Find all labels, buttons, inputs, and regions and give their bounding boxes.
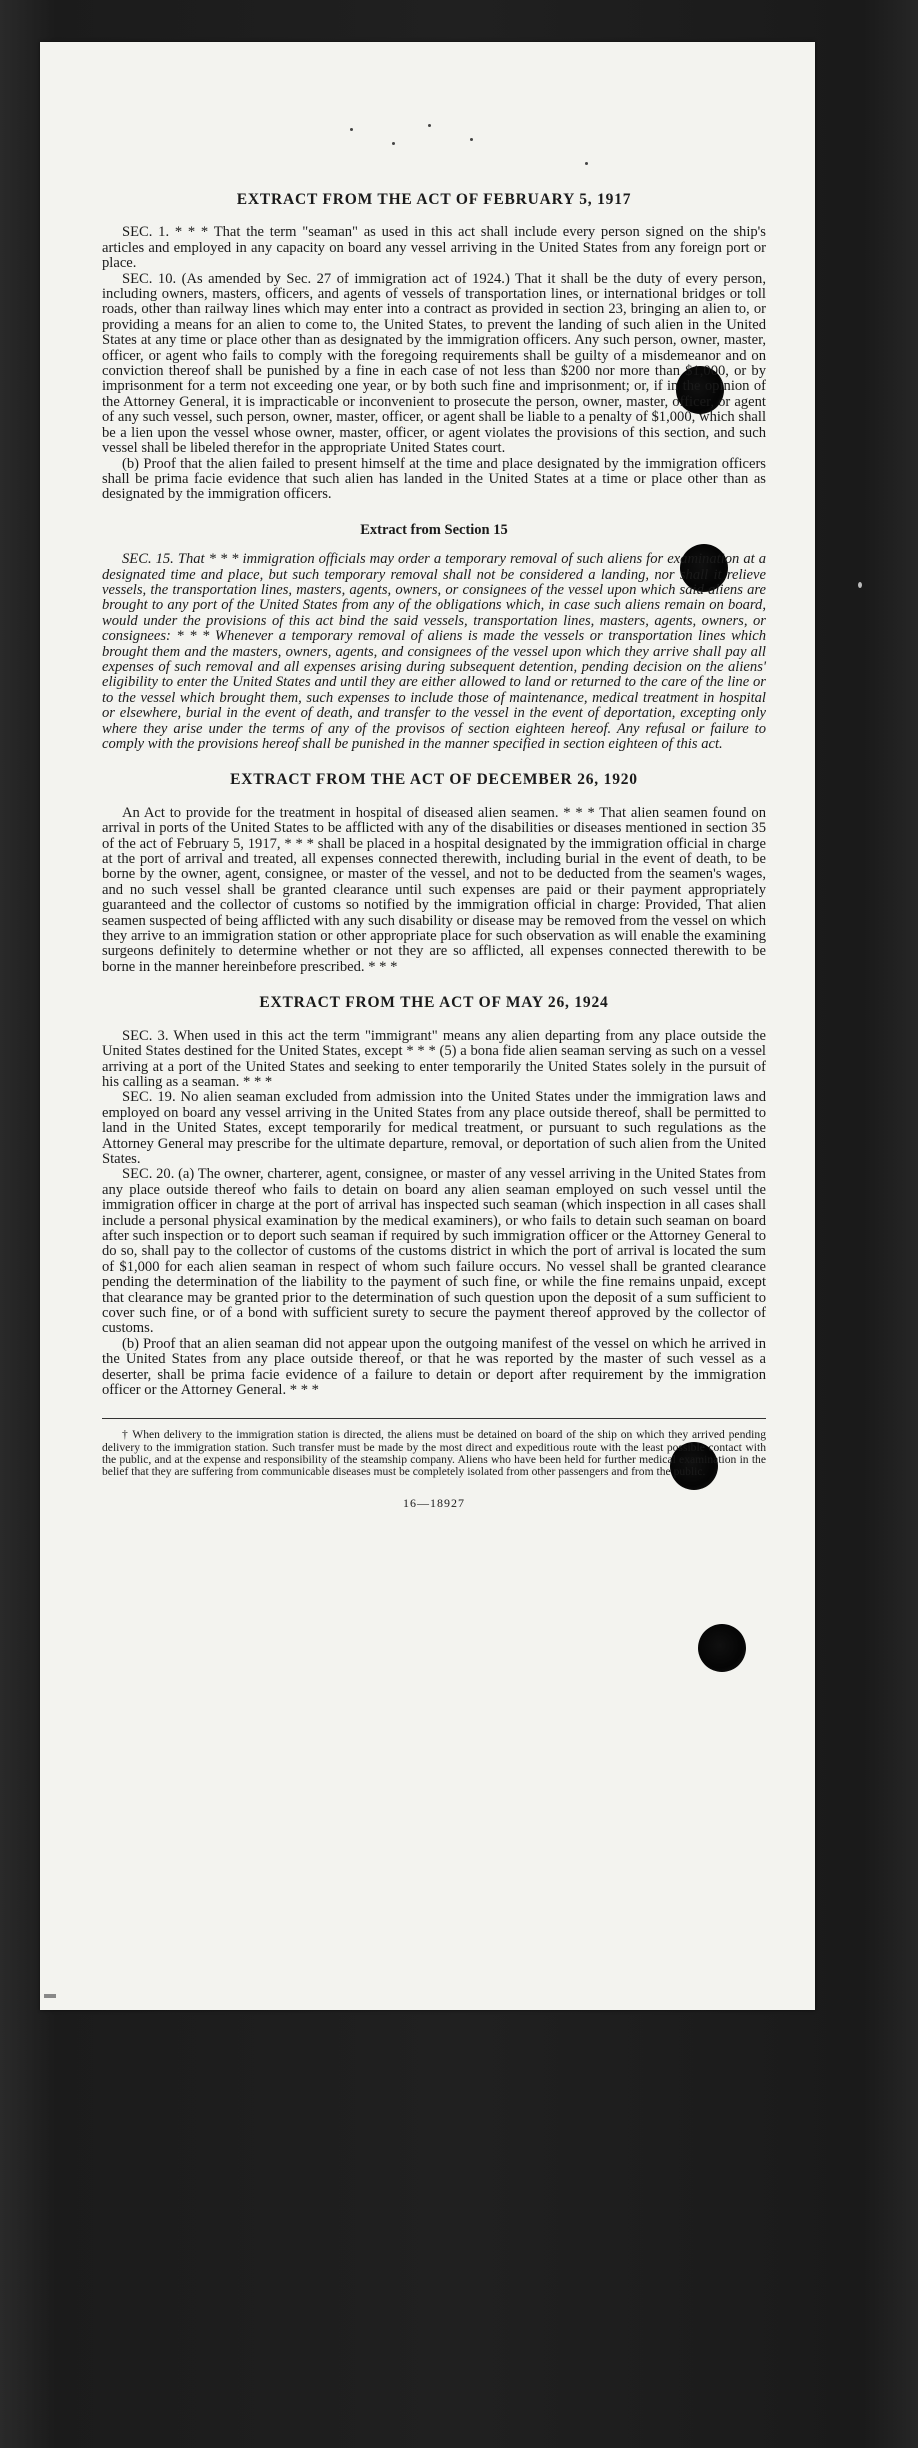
paragraph: SEC. 15. That * * * immigration officials may order a temporary removal of such aliens for examination at a designated time and place, but such temporary removal shall not be considered a landing, nor shall it relieve vessels, the transportation lines, masters, agents, owners, or consignees of the vessel upon which said aliens are brought to any port of the United States from any of the obligations which, in case such aliens remain on board, would under the provisions of this act bind the said vessels, transportation lines, masters, agents, owners, or consignees: * * * Whenever a temporary removal of aliens is made the vessels or transportation lines which brought them and the masters, owners, agents, and consignees of the vessel upon which they arrive shall pay all expenses of such removal and all expenses arising during subsequent detention, pending decision on the aliens' eligibility to enter the United States and until they are either allowed to land or returned to the care of the line or to the vessel which brought them, such expenses to include those of maintenance, medical treatment in hospital or elsewhere, burial in the event of death, and transfer to the vessel in the event of deportation, excepting only where they arise under the terms of any of the provisos of section eighteen hereof. Any refusal or failure to comply with the provisions hereof shall be punished in the manner specified in section eighteen of this act. <box>102 551 766 752</box>
paragraph: SEC. 19. No alien seaman excluded from admission into the United States under the immigration laws and employed on board any vessel arriving in the United States from any place outside thereof, shall be permitted to land in the United States, except temporarily for medical treatment, or pursuant to such regulations as the Attorney General may prescribe for the ultimate departure, removal, or deportation of such alien from the United States. <box>102 1089 766 1167</box>
scan-edge-mark <box>44 1994 56 1998</box>
paragraph: (b) Proof that an alien seaman did not appear upon the outgoing manifest of the vessel on which he arrived in the United States from any place outside thereof, or that he was reported by the master of such vessel as a deserter, shall be prima facie evidence of a failure to detain or deport after requirement by the immigration officer or the Attorney General. * * * <box>102 1335 766 1399</box>
act-1917-section <box>102 192 766 503</box>
scan-speck <box>470 138 473 141</box>
paragraph: SEC. 3. When used in this act the term "immigrant" means any alien departing from any place outside the United States destined for the United States, except * * * (5) a bona fide alien seaman serving as such on a vessel arriving at a port of the United States and seeking to enter temporarily the United States solely in the pursuit of his calling as a seaman. * * * <box>102 1027 766 1090</box>
paragraph: SEC. 20. (a) The owner, charterer, agent, consignee, or master of any vessel arriving in the United States from any place outside thereof who fails to detain on board any alien seaman employed on such vessel until the immigration officer in charge at the port of arrival has inspected such seaman (which inspection in all cases shall include a personal physical examination by the medical examiners), or who fails to detain such seaman on board after such inspection or to deport such seaman if required by such immigration officer or the Attorney General to do so, shall pay to the collector of customs of the customs district in which the port of arrival is located the sum of $1,000 for each alien seaman in respect of whom such failure occurs. No vessel shall be granted clearance pending the determination of the liability to the payment of such fine, or while the fine remains unpaid, except that clearance may be granted prior to the determination of such question upon the deposit of a sum sufficient to cover such fine, or of a bond with sufficient surety to secure the payment thereof approved by the collector of customs. <box>102 1166 766 1337</box>
scan-speck <box>858 582 862 588</box>
paragraph: SEC. 10. (As amended by Sec. 27 of immigration act of 1924.) That it shall be the duty of every person, including owners, masters, officers, and agents of vessels of transportation lines, or international bridges or toll roads, other than railway lines which may enter into a contract as provided in section 23, bringing an alien to, or providing a means for an alien to come to, the United States, to prevent the landing of such alien in the United States at any time or place other than as designated by the immigration officers. Any such person, owner, master, officer, or agent who fails to comply with the foregoing requirements shall be guilty of a misdemeanor and on conviction thereof shall be punished by a fine in each case of not less than $200 nor more than $1,000, or by imprisonment for a term not exceeding one year, or by both such fine and imprisonment; or, if in the opinion of the Attorney General, it is impracticable or inconvenient to prosecute the person, owner, master, officer, or agent of any such vessel, such person, owner, master, officer, or agent shall be liable to a penalty of $1,000, which shall be a lien upon the vessel whose owner, master, officer, or agent violates the provisions of this section, and such vessel shall be libeled therefor in the appropriate United States court. <box>102 270 766 457</box>
paragraph: An Act to provide for the treatment in hospital of diseased alien seamen. * * * That alien seamen found on arrival in ports of the United States to be afflicted with any of the disabilities or diseases mentioned in section 35 of the act of February 5, 1917, * * * shall be placed in a hospital designated by the immigration official in charge at the port of arrival and treated, all expenses connected therewith, including burial in the event of death, to be borne by the owner, agent, consignee, or master of the vessel, and not to be deducted from the seamen's wages, and no such vessel shall be granted clearance until such expenses are paid or their payment appropriately guaranteed and the collector of customs so notified by the immigration official in charge: Provided, That alien seamen suspected of being afflicted with any such disability or disease may be removed from the vessel on which they arrive to an immigration station or other appropriate place for such observation as will enable the examining surgeons definitely to determine whether or not they are so afflicted, all expenses connected therewith to be borne in the manner hereinbefore prescribed. * * * <box>102 804 766 975</box>
scan-speck <box>585 162 588 165</box>
footnote: † When delivery to the immigration station is directed, the aliens must be detained on board of the ship on which they arrived pending delivery to the immigration station. Such transfer must be made by the most direct and expeditious route with the least possible contact with the public, and at the expense and responsibility of the steamship company. Aliens who have been held for further medical examination in the belief that they are suffering from communicable diseases must be completely isolated from other passengers and from the public. <box>102 1428 766 1479</box>
page-number: 16—18927 <box>403 1496 465 1511</box>
scan-speck <box>428 124 431 127</box>
act-1924-section <box>102 995 766 1398</box>
section-heading: EXTRACT FROM THE ACT OF MAY 26, 1924 <box>259 994 609 1012</box>
act-1920-section <box>102 772 766 975</box>
paragraph: SEC. 1. * * * That the term "seaman" as used in this act shall include every person signed on the ship's articles and employed in any capacity on board any vessel arriving in the United States from any foreign port or place. <box>102 224 766 272</box>
document-page <box>40 42 815 2010</box>
section-heading: EXTRACT FROM THE ACT OF DECEMBER 26, 1920 <box>230 771 638 789</box>
scan-speck <box>350 128 353 131</box>
punch-hole <box>698 1624 746 1672</box>
footnote-divider <box>102 1418 766 1419</box>
paragraph: (b) Proof that the alien failed to present himself at the time and place designated by the immigration officers shall be prima facie evidence that such alien has landed in the United States at a time or place other than as designated by the immigration officers. <box>102 455 766 503</box>
scan-speck <box>392 142 395 145</box>
section-15-extract <box>102 523 766 753</box>
section-heading: EXTRACT FROM THE ACT OF FEBRUARY 5, 1917 <box>236 191 632 208</box>
section-heading: Extract from Section 15 <box>360 521 508 538</box>
document-content <box>102 192 766 1512</box>
